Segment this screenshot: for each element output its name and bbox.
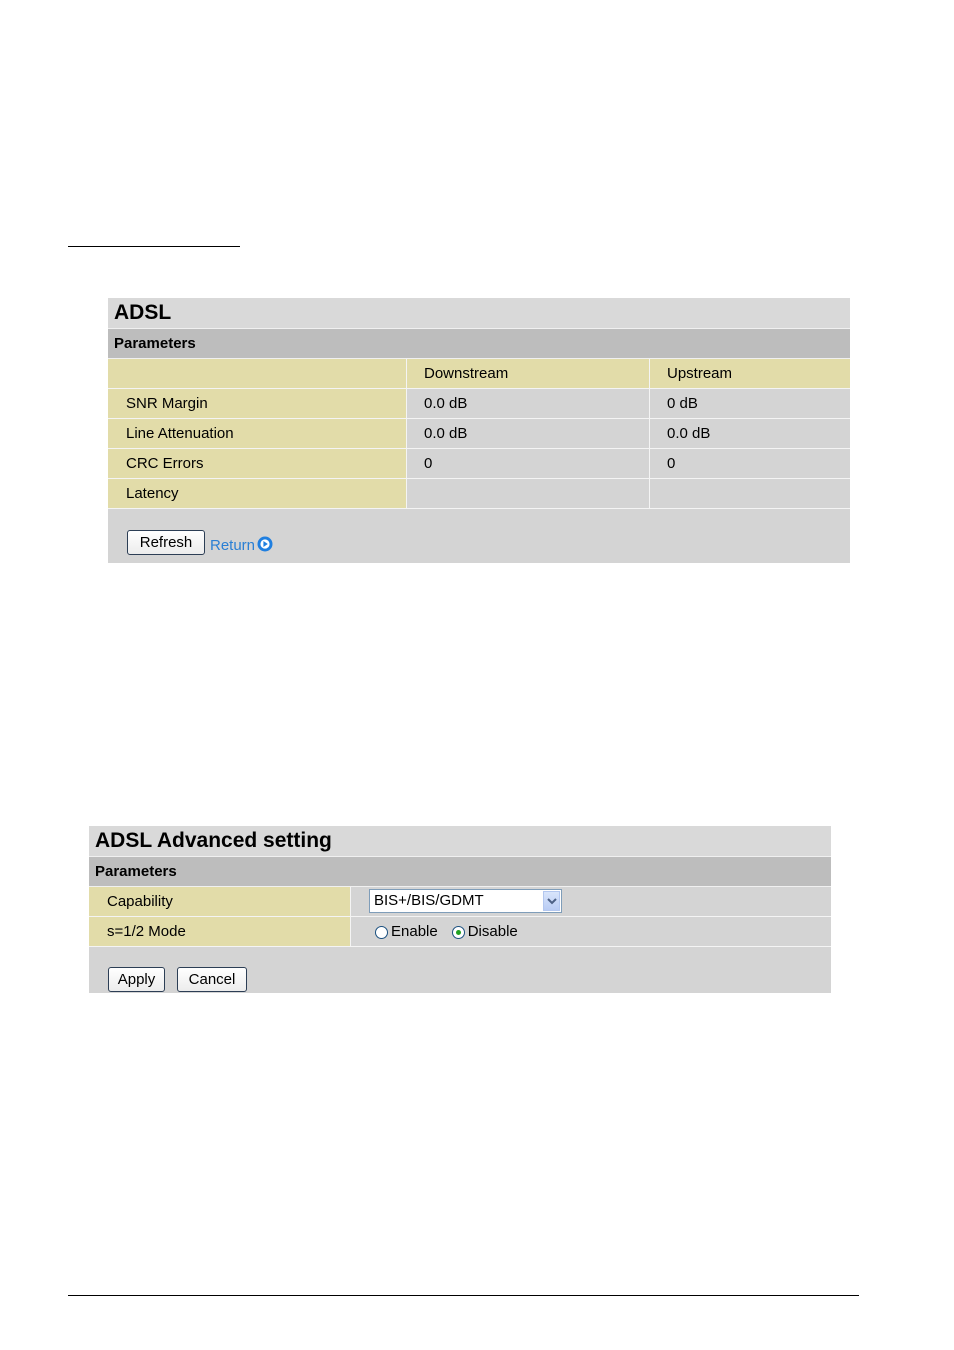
capability-cell — [350, 887, 831, 916]
adsl-panel — [108, 298, 850, 563]
adsl-advanced-panel — [89, 826, 831, 993]
enable-radio[interactable] — [375, 926, 388, 939]
upstream-value: 0 dB — [649, 389, 850, 418]
refresh-button[interactable]: Refresh — [127, 530, 205, 555]
page-footer-rule — [68, 1295, 859, 1296]
mode-cell — [350, 917, 831, 946]
row-label: Latency — [108, 479, 406, 508]
capability-selected-value: BIS+/BIS/GDMT — [374, 892, 484, 909]
return-link-label: Return — [210, 537, 256, 554]
table-row — [108, 419, 850, 449]
column-header-blank — [108, 359, 406, 388]
mode-label: s=1/2 Mode — [89, 917, 350, 946]
disable-radio-label[interactable]: Disable — [467, 923, 518, 940]
panel-subtitle: Parameters — [89, 857, 831, 887]
return-link[interactable] — [210, 537, 273, 554]
downstream-value: 0 — [406, 449, 649, 478]
panel-title: ADSL — [108, 298, 850, 329]
enable-radio-label[interactable]: Enable — [391, 923, 438, 940]
table-row — [108, 389, 850, 419]
capability-label: Capability — [89, 887, 350, 916]
disable-radio[interactable] — [452, 926, 465, 939]
mode-radio-group — [369, 917, 831, 946]
table-row — [108, 479, 850, 509]
row-label: CRC Errors — [108, 449, 406, 478]
cancel-button[interactable]: Cancel — [177, 967, 247, 992]
column-header-downstream: Downstream — [406, 359, 649, 388]
upstream-value — [649, 479, 850, 508]
table-row — [108, 449, 850, 479]
row-label: SNR Margin — [108, 389, 406, 418]
upstream-value: 0.0 dB — [649, 419, 850, 448]
downstream-value: 0.0 dB — [406, 419, 649, 448]
capability-select[interactable] — [369, 889, 562, 913]
downstream-value: 0.0 dB — [406, 389, 649, 418]
apply-button[interactable]: Apply — [108, 967, 165, 992]
heading-underline — [68, 246, 240, 247]
mode-row — [89, 917, 831, 947]
downstream-value — [406, 479, 649, 508]
panel-footer — [89, 947, 831, 993]
panel-title: ADSL Advanced setting — [89, 826, 831, 857]
arrow-right-circle-icon — [257, 536, 273, 552]
chevron-down-icon[interactable] — [543, 891, 560, 911]
panel-footer — [108, 509, 850, 561]
upstream-value: 0 — [649, 449, 850, 478]
capability-row — [89, 887, 831, 917]
column-header-upstream: Upstream — [649, 359, 850, 388]
panel-subtitle: Parameters — [108, 329, 850, 359]
row-label: Line Attenuation — [108, 419, 406, 448]
table-header-row — [108, 359, 850, 389]
